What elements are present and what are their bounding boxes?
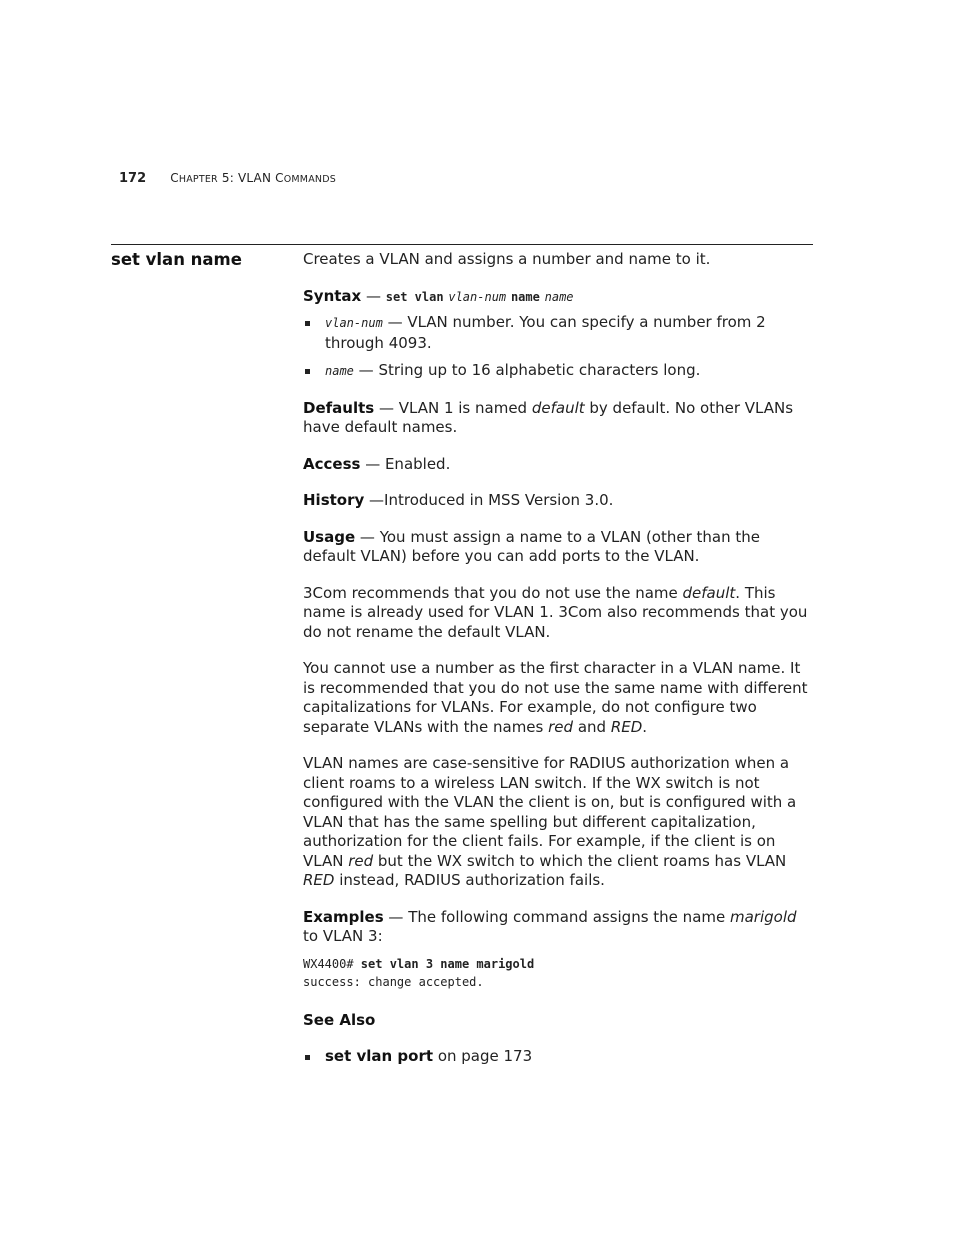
examples-italic: marigold <box>730 907 797 926</box>
usage-paragraph <box>303 528 815 567</box>
usage-p4-a: VLAN names are case-sensitive for RADIUS authorization when a client roams to a wireless LAN switch. If the WX switch is not configured with the VLAN the client is on, but is configured with a VLAN that has the same spelling but different capitalization, authorization for the client fails. For example, if the client is on VLAN <box>303 754 797 870</box>
syntax-cmd1: set vlan <box>385 289 444 304</box>
syntax-label: Syntax <box>303 286 362 305</box>
code-line-output: success: change accepted. <box>303 974 484 989</box>
defaults-text-1: — VLAN 1 is named <box>374 398 532 417</box>
history-label: History <box>303 491 365 509</box>
param-name: vlan-num <box>325 316 383 330</box>
list-item <box>303 1047 815 1067</box>
see-also-link[interactable]: set vlan port <box>325 1047 434 1065</box>
defaults-paragraph <box>303 399 815 438</box>
usage-text: — You must assign a name to a VLAN (other than the default VLAN) before you can add ports to the VLAN. <box>303 527 761 565</box>
usage-paragraph-3 <box>303 659 815 737</box>
access-label: Access <box>303 454 361 473</box>
code-command: set vlan 3 name marigold <box>360 956 535 971</box>
syntax-line <box>303 287 815 308</box>
usage-p4-italic-1: red <box>348 851 374 870</box>
page-header <box>119 171 336 186</box>
syntax-arg2: name <box>544 289 574 304</box>
usage-p3-a: You cannot use a number as the first character in a VLAN name. It is recommended that you do not use the same name with different capitalizations for VLANs. For example, do not configure two separate VLANs with the names <box>303 659 808 736</box>
list-item <box>303 361 815 382</box>
syntax-cmd2: name <box>510 289 540 304</box>
see-also-list <box>303 1047 815 1067</box>
command-description: Creates a VLAN and assigns a number and name to it. <box>303 250 711 268</box>
examples-text-2: to VLAN 3: <box>303 927 383 945</box>
usage-label: Usage <box>303 527 356 546</box>
usage-p2-b: . This name is already used for VLAN 1. 3Com also recommends that you do not rename the default VLAN. <box>303 583 808 641</box>
usage-p4-c: instead, RADIUS authorization fails. <box>334 871 605 889</box>
usage-p4-italic-2: RED <box>303 871 335 889</box>
usage-paragraph-2 <box>303 584 815 643</box>
see-also-suffix: on page 173 <box>433 1047 533 1065</box>
param-desc: — String up to 16 alphabetic characters long. <box>353 361 701 379</box>
usage-paragraph-4 <box>303 754 815 891</box>
code-line-command <box>303 955 815 973</box>
defaults-text-2: by default. No other VLANs have default names. <box>303 398 794 436</box>
syntax-params-list <box>303 313 815 382</box>
defaults-label: Defaults <box>303 398 375 417</box>
syntax-arg1: vlan-num <box>448 289 507 304</box>
examples-label: Examples <box>303 907 384 926</box>
example-code-block <box>303 955 815 991</box>
examples-paragraph <box>303 908 815 947</box>
square-bullet-icon <box>305 369 310 374</box>
chapter-number: 5: VLAN C <box>217 171 284 185</box>
page-number: 172 <box>119 171 147 186</box>
chapter-title <box>170 171 336 185</box>
param-desc: — VLAN number. You can specify a number from 2 through 4093. <box>325 313 766 352</box>
access-text: — Enabled. <box>360 454 451 473</box>
square-bullet-icon <box>305 1055 310 1060</box>
history-text: —Introduced in MSS Version 3.0. <box>364 491 614 509</box>
usage-p2-italic: default <box>682 583 736 602</box>
defaults-italic: default <box>531 398 585 417</box>
history-paragraph <box>303 491 815 511</box>
param-name: name <box>325 364 354 378</box>
usage-p4-b: but the WX switch to which the client roams has VLAN <box>373 851 787 870</box>
usage-p3-b: and <box>573 717 611 736</box>
chapter-cap-c: C <box>170 171 179 185</box>
access-paragraph <box>303 455 815 475</box>
usage-p2-a: 3Com recommends that you do not use the name <box>303 583 683 602</box>
command-body <box>303 250 815 1084</box>
code-prompt: WX4400# <box>303 956 361 971</box>
square-bullet-icon <box>305 321 310 326</box>
chapter-smallcaps-2: OMMANDS <box>283 174 336 185</box>
section-divider <box>111 244 813 245</box>
syntax-dash: — <box>361 286 386 305</box>
see-also-title: See Also <box>303 1010 376 1029</box>
chapter-smallcaps-1: HAPTER <box>178 174 218 185</box>
list-item <box>303 313 815 353</box>
usage-p3-italic-2: RED <box>610 717 643 736</box>
command-title: set vlan name <box>111 250 242 269</box>
usage-p3-italic-1: red <box>548 717 574 736</box>
examples-text-1: — The following command assigns the name <box>383 907 730 926</box>
usage-p3-c: . <box>642 717 648 736</box>
